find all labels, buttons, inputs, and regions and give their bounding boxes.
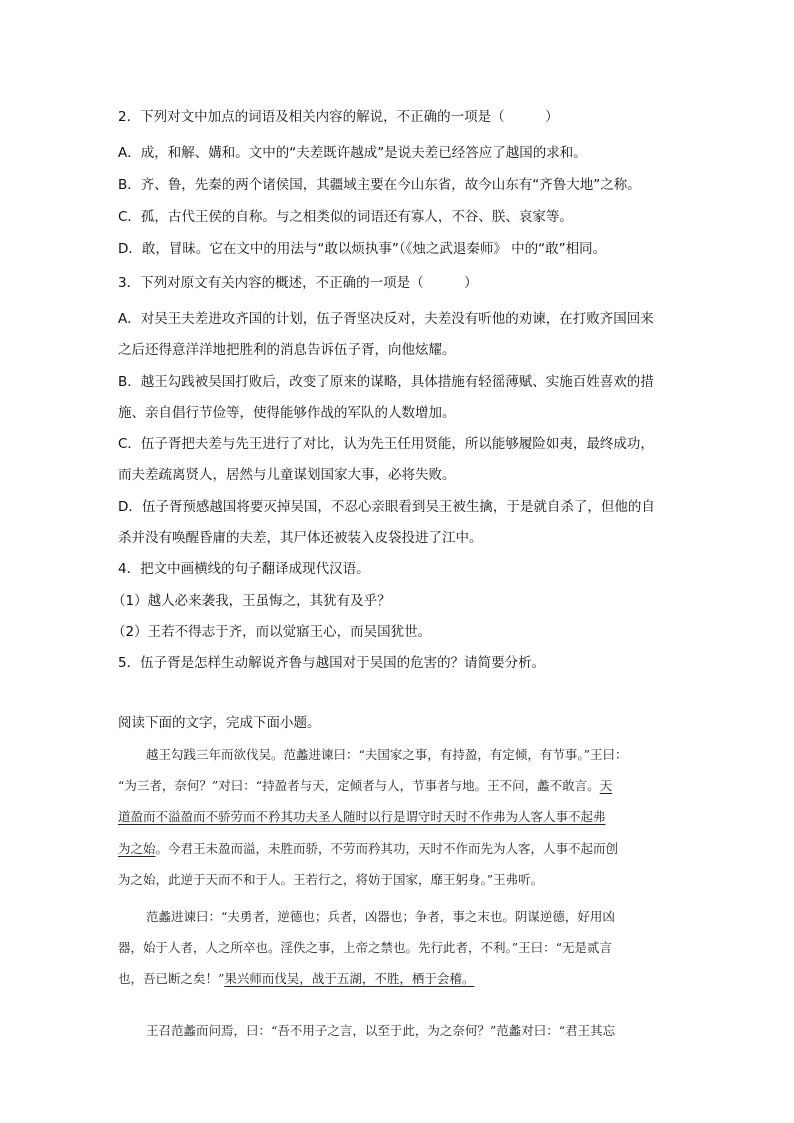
underlined-sentence: 果兴师而伐吴，战于五湖，不胜，栖于会稽。 xyxy=(224,971,475,986)
question-3-option-b-line-1: B．越王勾践被吴国打败后，改变了原来的谋略，具体措施有轻徭薄赋、实施百姓喜欢的措 xyxy=(118,374,654,390)
passage-paragraph-1-line-4 xyxy=(118,840,684,857)
question-3-option-a-line-2: 之后还得意洋洋地把胜利的消息告诉伍子胥，向他炫耀。 xyxy=(118,342,456,358)
underlined-sentence-part: 道盈而不溢盈而不骄劳而不矜其功夫圣人随时以行是谓守时天时不作弗为人客人事不起弗 xyxy=(118,809,606,824)
question-2-option-a: A．成，和解、媾和。文中的“夫差既许越成”是说夫差已经答应了越国的求和。 xyxy=(118,145,587,161)
question-2-option-b: B．齐、鲁，先秦的两个诸侯国，其疆域主要在今山东省，故今山东有“齐鲁大地”之称。 xyxy=(118,177,641,193)
passage-paragraph-1-line-1: 越王勾践三年而欲伐吴。范蠡进谏曰：“夫国家之事，有持盈，有定倾，有节事。”王曰： xyxy=(146,747,628,762)
underlined-sentence-part: 天 xyxy=(599,778,613,793)
passage-paragraph-1-line-5: 为之始，此逆于天而不和于人。王若行之，将妨于国家，靡王躬身。”王弗听。 xyxy=(118,872,544,887)
reading-intro: 阅读下面的文字，完成下面小题。 xyxy=(118,715,321,731)
passage-text: “为三者，奈何？”对曰：“持盈者与天，定倾者与人，节事者与地。王不问，蠡不敢言。 xyxy=(118,778,600,793)
question-4-sentence-1: （1）越人必来袭我，王虽悔之，其犹有及乎？ xyxy=(112,593,391,609)
question-3-option-d-line-1: D．伍子胥预感越国将要灭掉吴国，不忍心亲眼看到吴王被生擒，于是就自杀了，但他的自 xyxy=(118,499,655,515)
question-3-option-c-line-1: C．伍子胥把夫差与先王进行了对比，认为先王任用贤能，所以能够履险如夷，最终成功， xyxy=(118,436,654,452)
question-2-option-d: D．敢，冒昧。它在文中的用法与“敢以烦执事”（《烛之武退秦师》 中的“敢”相同。 xyxy=(118,241,607,257)
question-3-option-c-line-2: 而夫差疏离贤人，居然与儿童谋划国家大事，必将失败。 xyxy=(118,467,456,483)
question-5-stem: 5．伍子胥是怎样生动解说齐鲁与越国对于吴国的危害的？请简要分析。 xyxy=(118,655,546,671)
question-2-stem: 2．下列对文中加点的词语及相关内容的解说，不正确的一项是（ ） xyxy=(118,109,559,125)
question-3-option-a-line-1: A．对吴王夫差进攻齐国的计划，伍子胥坚决反对，夫差没有听他的劝谏，在打败齐国回来 xyxy=(118,311,654,327)
question-2-option-c: C．孤，古代王侯的自称。与之相类似的词语还有寡人，不谷、朕、哀家等。 xyxy=(118,209,573,225)
question-4-sentence-2: （2）王若不得志于齐，而以觉寤王心，而吴国犹世。 xyxy=(112,624,432,640)
question-3-stem: 3．下列对原文有关内容的概述，不正确的一项是（ ） xyxy=(118,275,478,291)
passage-paragraph-2-line-3 xyxy=(118,970,684,987)
passage-paragraph-1-line-2 xyxy=(118,777,684,794)
question-3-option-d-line-2: 杀并没有唤醒昏庸的夫差，其尸体还被装入皮袋投进了江中。 xyxy=(118,530,483,546)
passage-paragraph-2-line-1: 范蠡进谏曰：“夫勇者，逆德也；兵者，凶器也；争者，事之末也。阴谋逆德，好用凶 xyxy=(146,909,615,924)
passage-paragraph-3-line-1: 王召范蠡而问焉，曰：“吾不用子之言，以至于此，为之奈何？”范蠡对曰：“君王其忘 xyxy=(146,1023,616,1038)
passage-paragraph-2-line-2: 器，始于人者，人之所卒也。淫佚之事，上帝之禁也。先行此者，不利。”王曰：“无是贰言 xyxy=(118,940,613,955)
question-3-option-b-line-2: 施、亲自倡行节俭等，使得能够作战的军队的人数增加。 xyxy=(118,405,456,421)
passage-text: 。今君王未盈而溢，未胜而骄，不劳而矜其功，天时不作而先为人客，人事不起而创 xyxy=(155,841,619,856)
passage-text: 也，吾已断之矣！” xyxy=(118,971,225,986)
question-4-stem: 4．把文中画横线的句子翻译成现代汉语。 xyxy=(118,561,370,577)
underlined-sentence-part: 为之始 xyxy=(118,841,156,856)
